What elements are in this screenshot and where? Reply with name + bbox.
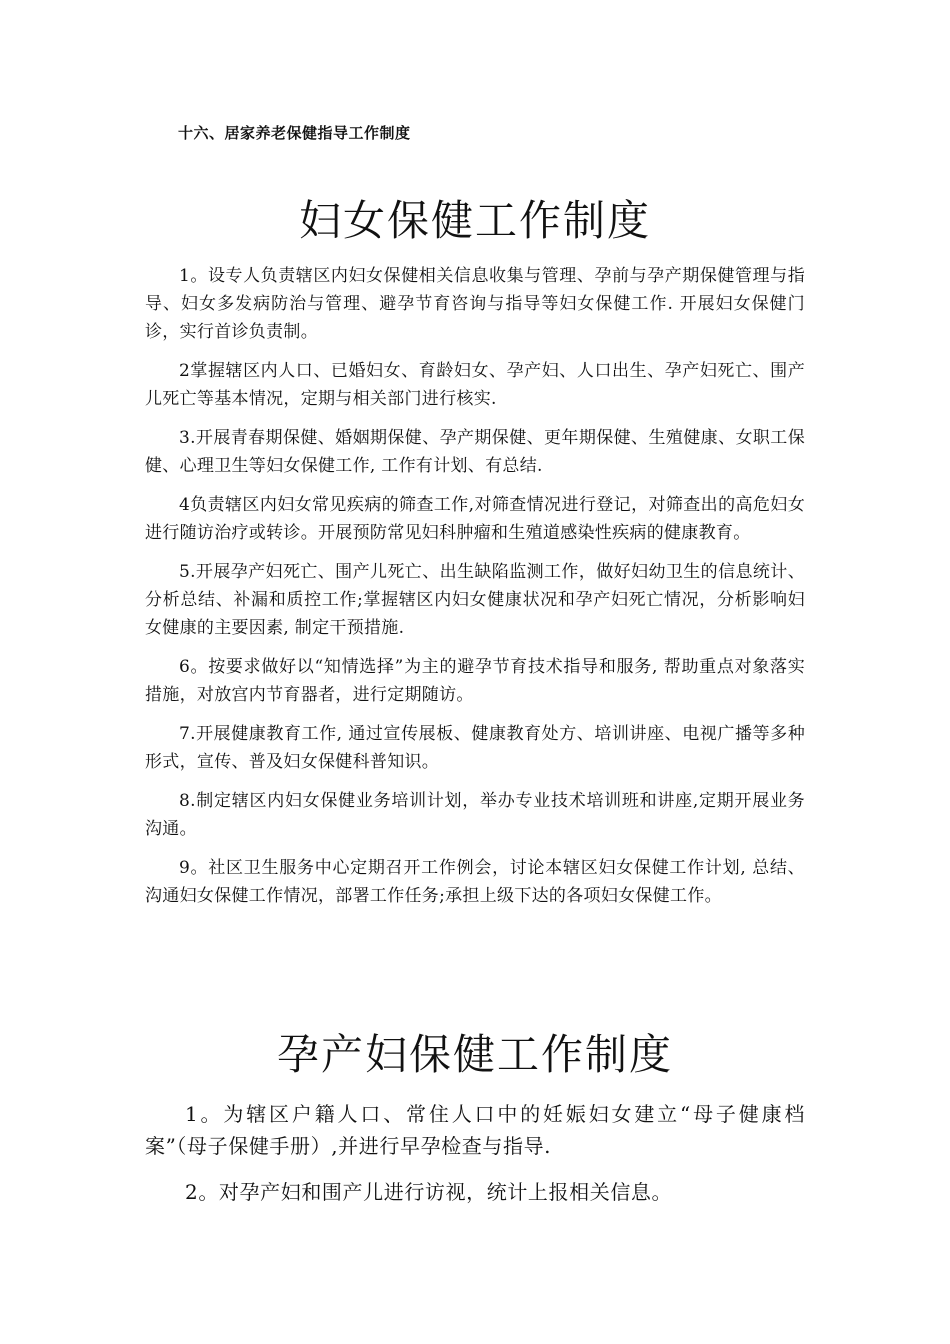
toc-line: 十六、居家养老保健指导工作制度: [178, 124, 411, 142]
paragraph: 6。按要求做好以“知情选择”为主的避孕节育技术指导和服务, 帮助重点对象落实措施，对放宫内节育器者，进行定期随访。: [145, 657, 805, 705]
paragraph: 2掌握辖区内人口、已婚妇女、育龄妇女、孕产妇、人口出生、孕产妇死亡、围产儿死亡等基本情况，定期与相关部门进行核实.: [145, 361, 805, 409]
paragraph: 5.开展孕产妇死亡、围产儿死亡、出生缺陷监测工作，做好妇幼卫生的信息统计、分析总结、补漏和质控工作;掌握辖区内妇女健康状况和孕产妇死亡情况，分析影响妇女健康的主要因素, 制定干预措施.: [145, 562, 805, 638]
paragraph: 1。设专人负责辖区内妇女保健相关信息收集与管理、孕前与孕产期保健管理与指导、妇女多发病防治与管理、避孕节育咨询与指导等妇女保健工作. 开展妇女保健门诊，实行首诊负责制。: [145, 266, 805, 342]
paragraph: 8.制定辖区内妇女保健业务培训计划，举办专业技术培训班和讲座,定期开展业务沟通。: [145, 791, 805, 839]
paragraph: 7.开展健康教育工作, 通过宣传展板、健康教育处方、培训讲座、电视广播等多种形式，宣传、普及妇女保健科普知识。: [145, 724, 805, 772]
paragraph: 1。为辖区户籍人口、常住人口中的妊娠妇女建立“母子健康档案”（母子保健手册）,并进行早孕检查与指导.: [145, 1102, 805, 1158]
section-title-maternal-health: 孕产妇保健工作制度: [276, 1030, 673, 1079]
section-body-maternal-health: [145, 1098, 805, 1222]
paragraph: 2。对孕产妇和围产儿进行访视，统计上报相关信息。: [185, 1180, 673, 1204]
section-title-womens-health: 妇女保健工作制度: [298, 196, 651, 245]
paragraph: 3.开展青春期保健、婚姻期保健、孕产期保健、更年期保健、生殖健康、女职工保健、心理卫生等妇女保健工作, 工作有计划、有总结.: [145, 428, 805, 476]
paragraph: 9。社区卫生服务中心定期召开工作例会，讨论本辖区妇女保健工作计划, 总结、沟通妇女保健工作情况，部署工作任务;承担上级下达的各项妇女保健工作。: [145, 858, 805, 906]
paragraph: 4负责辖区内妇女常见疾病的筛查工作,对筛查情况进行登记，对筛查出的高危妇女进行随访治疗或转诊。开展预防常见妇科肿瘤和生殖道感染性疾病的健康教育。: [145, 495, 805, 543]
section-body-womens-health: [145, 262, 805, 921]
